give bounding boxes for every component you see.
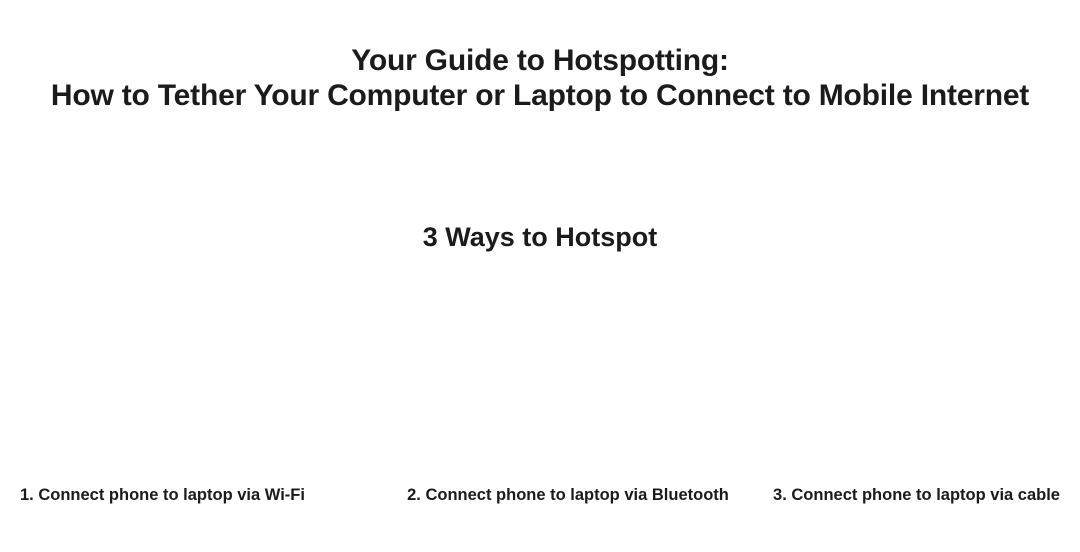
page-title bbox=[0, 44, 1080, 114]
caption-item-wifi: 1. Connect phone to laptop via Wi-Fi bbox=[20, 486, 305, 504]
caption-item-bluetooth: 2. Connect phone to laptop via Bluetooth bbox=[407, 486, 729, 504]
caption-item-cable: 3. Connect phone to laptop via cable bbox=[773, 486, 1060, 504]
title-line-primary: Your Guide to Hotspotting: bbox=[351, 44, 729, 77]
title-line-secondary: How to Tether Your Computer or Laptop to Connect to Mobile Internet bbox=[50, 78, 1030, 112]
caption-row bbox=[0, 486, 1080, 505]
section-heading: 3 Ways to Hotspot bbox=[422, 222, 658, 252]
